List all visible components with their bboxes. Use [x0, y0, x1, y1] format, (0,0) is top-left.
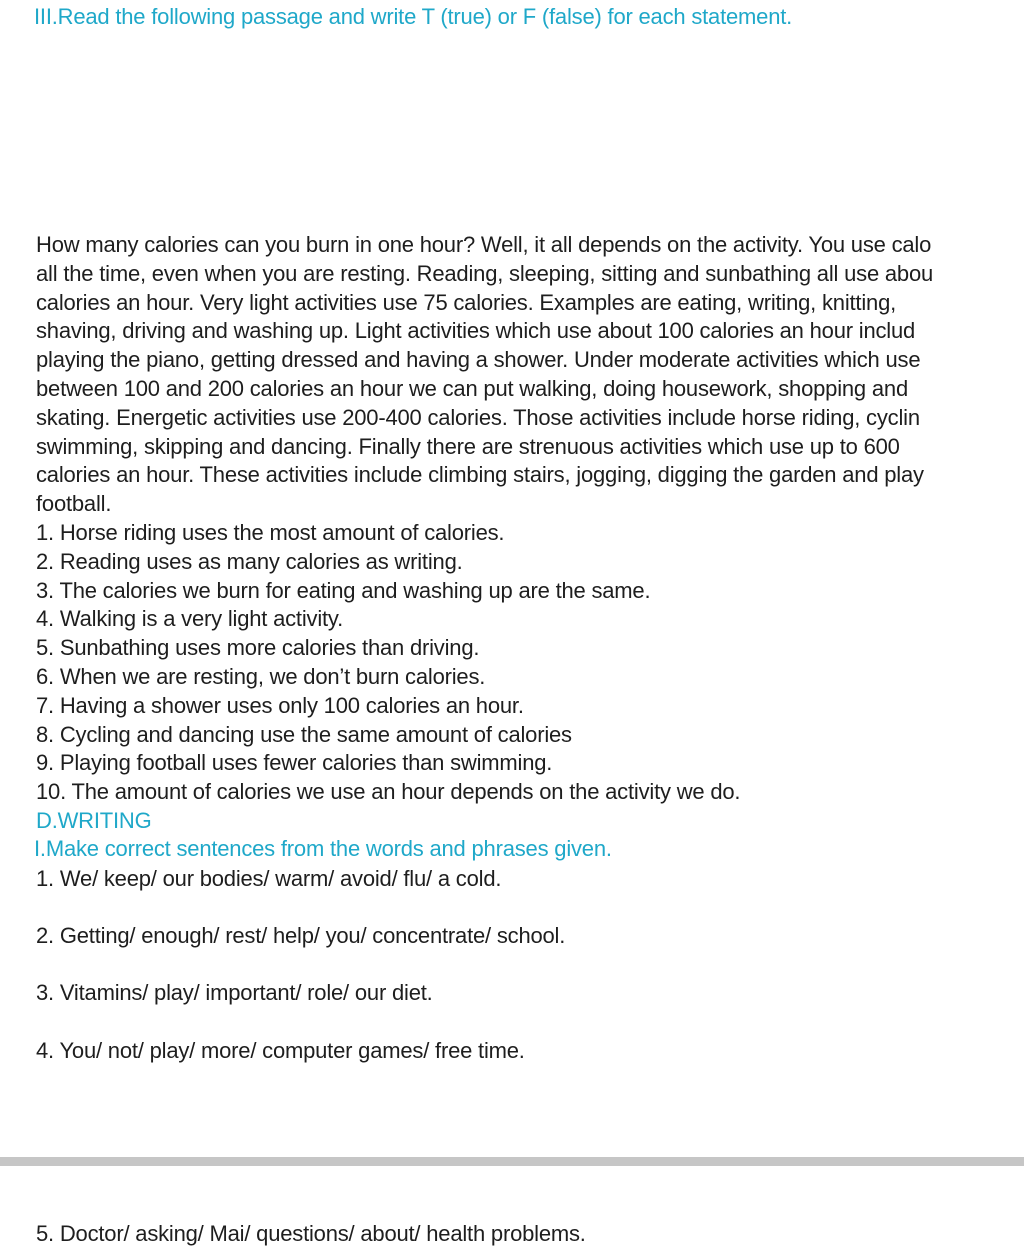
passage-line: football. [36, 491, 112, 517]
writing-item-1: 1. We/ keep/ our bodies/ warm/ avoid/ flu/ a cold. [36, 866, 502, 891]
statement-1: 1. Horse riding uses the most amount of calories. [36, 520, 505, 545]
statement-4: 4. Walking is a very light activity. [36, 606, 344, 631]
writing-item-5: 5. Doctor/ asking/ Mai/ questions/ about/ health problems. [36, 1221, 586, 1246]
writing-item-4: 4. You/ not/ play/ more/ computer games/ free time. [36, 1038, 525, 1063]
passage-line: swimming, skipping and dancing. Finally there are strenuous activities which use up to 600 [36, 433, 900, 459]
statement-8: 8. Cycling and dancing use the same amount of calories [36, 722, 572, 747]
page-divider [0, 1157, 1024, 1166]
statement-3: 3. The calories we burn for eating and washing up are the same. [36, 578, 651, 603]
statement-9: 9. Playing football uses fewer calories than swimming. [36, 750, 553, 775]
writing-item-2: 2. Getting/ enough/ rest/ help/ you/ concentrate/ school. [36, 923, 566, 948]
writing-section-label: D.WRITING [36, 808, 152, 833]
statement-5: 5. Sunbathing uses more calories than driving. [36, 635, 480, 660]
passage-line: skating. Energetic activities use 200-400 calories. Those activities include horse riding, cyclin [36, 404, 920, 430]
statement-6: 6. When we are resting, we don’t burn calories. [36, 664, 486, 689]
passage-line: all the time, even when you are resting. Reading, sleeping, sitting and sunbathing all use abou [36, 260, 934, 286]
statement-2: 2. Reading uses as many calories as writing. [36, 549, 463, 574]
passage-line: shaving, driving and washing up. Light activities which use about 100 calories an hour includ [36, 318, 916, 344]
section-heading: III.Read the following passage and write T (true) or F (false) for each statement. [34, 4, 793, 29]
statement-10: 10. The amount of calories we use an hour depends on the activity we do. [36, 779, 741, 804]
reading-passage [36, 231, 1024, 519]
writing-item-3: 3. Vitamins/ play/ important/ role/ our diet. [36, 980, 433, 1005]
passage-line: calories an hour. Very light activities use 75 calories. Examples are eating, writing, knitting, [36, 289, 897, 315]
passage-line: playing the piano, getting dressed and having a shower. Under moderate activities which use [36, 347, 921, 373]
passage-line: calories an hour. These activities include climbing stairs, jogging, digging the garden and play [36, 462, 924, 488]
writing-task-heading: I.Make correct sentences from the words and phrases given. [34, 836, 612, 861]
passage-line: How many calories can you burn in one hour? Well, it all depends on the activity. You use calo [36, 232, 932, 257]
passage-line: between 100 and 200 calories an hour we can put walking, doing housework, shopping and [36, 375, 908, 401]
statement-7: 7. Having a shower uses only 100 calories an hour. [36, 693, 524, 718]
